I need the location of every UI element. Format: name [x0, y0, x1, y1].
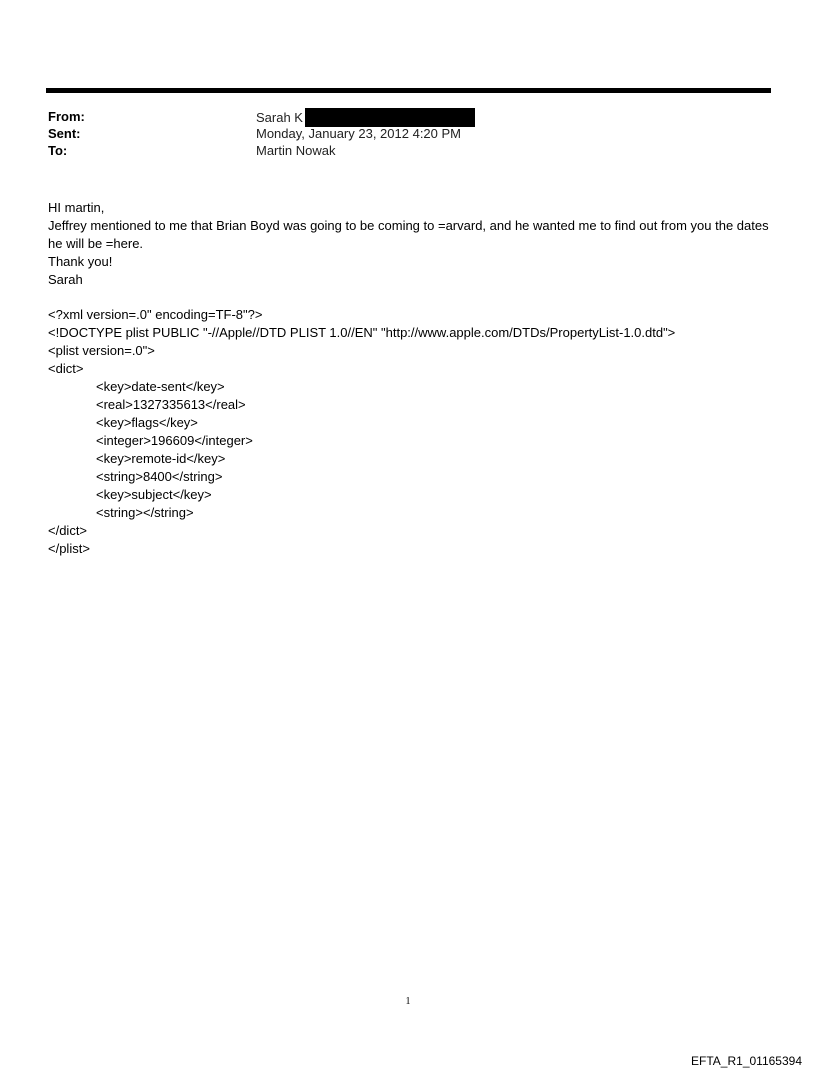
message-line: Jeffrey mentioned to me that Brian Boyd was going to be coming to =arvard, and he wanted me to find out from you the dates he will be =here.	[48, 218, 769, 251]
to-value: Martin Nowak	[256, 143, 336, 158]
bates-number: EFTA_R1_01165394	[691, 1054, 802, 1068]
xml-line: <key>date-sent</key>	[96, 379, 225, 394]
xml-line: </plist>	[48, 541, 90, 556]
xml-line: <string></string>	[96, 505, 194, 520]
to-label: To:	[48, 143, 68, 158]
header-rule	[46, 88, 771, 93]
page-number: 1	[405, 996, 411, 1007]
thanks-line: Thank you!	[48, 254, 113, 269]
xml-line: <!DOCTYPE plist PUBLIC "-//Apple//DTD PLIST 1.0//EN" "http://www.apple.com/DTDs/PropertyList-1.0.dtd">	[48, 325, 676, 340]
xml-line: <integer>196609</integer>	[96, 433, 253, 448]
email-body	[48, 199, 773, 289]
signature-line: Sarah	[48, 272, 83, 287]
email-header	[48, 108, 768, 159]
sent-label: Sent:	[48, 126, 81, 141]
from-label: From:	[48, 109, 85, 124]
xml-line: <key>flags</key>	[96, 415, 198, 430]
greeting-line: HI martin,	[48, 200, 105, 215]
xml-line: <plist version=.0">	[48, 343, 155, 358]
xml-line: <?xml version=.0" encoding=TF-8"?>	[48, 307, 263, 322]
xml-line: <real>1327335613</real>	[96, 397, 246, 412]
xml-line: </dict>	[48, 523, 88, 538]
from-name: Sarah K	[256, 110, 303, 125]
sent-value: Monday, January 23, 2012 4:20 PM	[256, 126, 461, 141]
xml-line: <key>remote-id</key>	[96, 451, 226, 466]
xml-line: <key>subject</key>	[96, 487, 212, 502]
to-row	[48, 142, 768, 159]
sent-row	[48, 125, 768, 142]
xml-line: <dict>	[48, 361, 84, 376]
plist-xml-block	[48, 306, 773, 558]
from-row	[48, 108, 768, 125]
xml-line: <string>8400</string>	[96, 469, 223, 484]
